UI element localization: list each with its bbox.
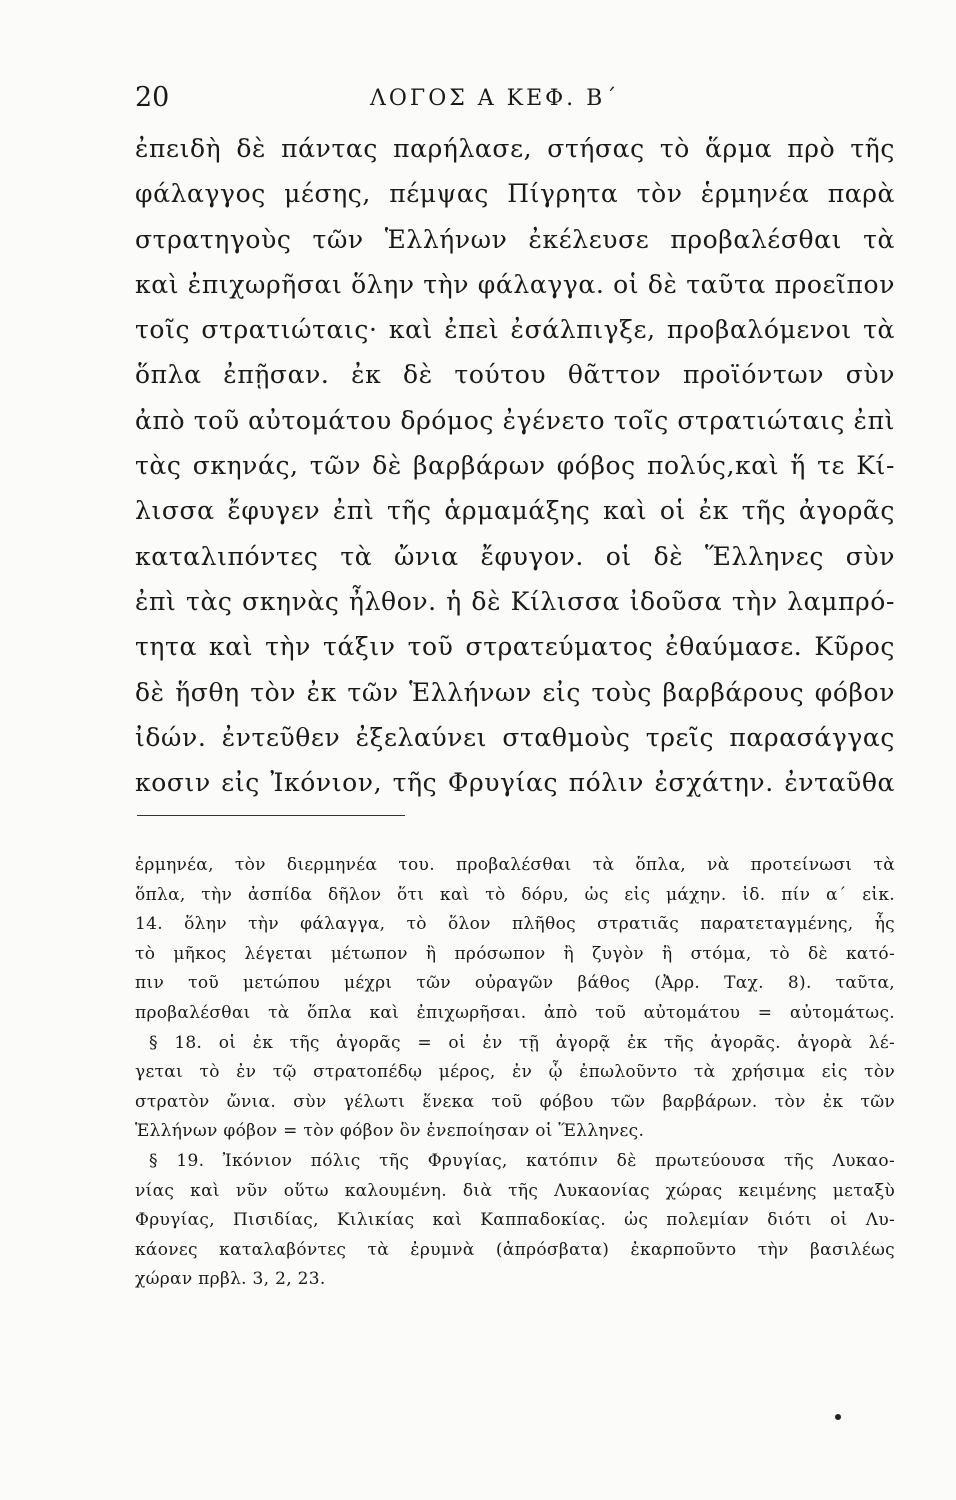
note-line: ὅπλα, τὴν ἀσπίδα δῆλον ὅτι καὶ τὸ δόρυ, ὡς εἰς μάχην. ἰδ. πίν α΄ εἰκ. [135, 884, 895, 905]
line-text: ὅπλα ἐπῇσαν. ἐκ δὲ τούτου θᾶττον προϊόντων σὺν [135, 360, 895, 390]
line-text: ἰδών. ἐντεῦθεν ἐξελαύνει σταθμοὺς τρεῖς παρασάγγας [135, 722, 895, 752]
note-line: § 19. Ἰκόνιον πόλις τῆς Φρυγίας, κατόπιν δὲ πρωτεύουσα τῆς Λυκαο- [149, 1150, 895, 1171]
note-line: προβαλέσθαι τὰ ὅπλα καὶ ἐπιχωρῆσαι. ἀπὸ τοῦ αὐτομάτου = αὐτομάτως. [135, 1002, 895, 1023]
line-text: στρατηγοὺς τῶν Ἑλλήνων ἐκέλευσε προβαλέσθαι τὰ [135, 224, 895, 254]
note-line: Ἑλλήνων φόβον = τὸν φόβον ὃν ἐνεποίησαν οἱ Ἕλληνες. [135, 1121, 645, 1142]
line-text: κοσιν εἰς Ἰκόνιον, τῆς Φρυγίας πόλιν ἐσχάτην. ἐνταῦθα [135, 768, 895, 798]
line-text: τητα καὶ τὴν τάξιν τοῦ στρατεύματος ἐθαύμασε. Κῦρος [135, 632, 895, 662]
note-line: κάονες καταλαβόντες τὰ ἐρυμνὰ (ἀπρόσβατα) ἐκαρποῦντο τὴν βασιλέως [135, 1239, 895, 1260]
line-text: δὲ ἥσθη τὸν ἐκ τῶν Ἑλλήνων εἰς τοὺς βαρβάρους φόβον [135, 677, 895, 707]
text-line [135, 171, 895, 216]
line-text: λισσα ἔφυγεν ἐπὶ τῆς ἁρμαμάξης καὶ οἱ ἐκ τῆς ἀγορᾶς [135, 496, 895, 526]
text-line [135, 443, 895, 488]
footnote-separator [137, 815, 405, 816]
text-line [135, 488, 895, 533]
note-line: νίας καὶ νῦν οὕτω καλουμένη. διὰ τῆς Λυκαονίας χώρας κειμένης μεταξὺ [135, 1180, 895, 1201]
note-line: § 18. οἱ ἐκ τῆς ἀγορᾶς = οἱ ἐν τῇ ἀγορᾷ ἐκ τῆς ἀγορᾶς. ἀγορὰ λέ- [149, 1032, 895, 1053]
text-line [135, 352, 895, 397]
line-text: τοῖς στρατιώταις· καὶ ἐπεὶ ἐσάλπιγξε, προβαλόμενοι τὰ [135, 315, 895, 345]
text-line [135, 307, 895, 352]
note-line: τὸ μῆκος λέγεται μέτωπον ἢ πρόσωπον ἢ ζυγὸν ἢ στόμα, τὸ δὲ κατό- [135, 943, 895, 964]
text-line [135, 262, 895, 307]
text-line [135, 534, 895, 579]
note-line: πιν τοῦ μετώπου μέχρι τῶν οὐραγῶν βάθος (Ἀρρ. Ταχ. 8). ταῦτα, [135, 973, 895, 994]
line-text: φάλαγγος μέσης, πέμψας Πίγρητα τὸν ἑρμηνέα παρὰ [135, 179, 895, 209]
main-text [135, 126, 895, 805]
line-text: ἐπὶ τὰς σκηνὰς ἦλθον. ἡ δὲ Κίλισσα ἰδοῦσα τὴν λαμπρό- [135, 586, 895, 616]
note-line: ἑρμηνέα, τὸν διερμηνέα του. προβαλέσθαι τὰ ὅπλα, νὰ προτείνωσι τὰ [135, 855, 895, 875]
text-line [135, 624, 895, 669]
running-head: ΛΟΓΟΣ Α ΚΕΦ. Β΄ [370, 86, 620, 111]
line-text: ἐπειδὴ δὲ πάντας παρήλασε, στήσας τὸ ἅρμα πρὸ τῆς [135, 134, 895, 163]
line-text: καὶ ἐπιχωρῆσαι ὅλην τὴν φάλαγγα. οἱ δὲ ταῦτα προεῖπον [135, 269, 895, 299]
note-line: Φρυγίας, Πισιδίας, Κιλικίας καὶ Καππαδοκίας. ὡς πολεμίαν διότι οἱ Λυ- [135, 1210, 895, 1231]
note-line: στρατὸν ὤνια. σὺν γέλωτι ἕνεκα τοῦ φόβου τῶν βαρβάρων. τὸν ἐκ τῶν [135, 1091, 895, 1112]
text-line [135, 217, 895, 262]
text-line [135, 579, 895, 624]
line-text: ἀπὸ τοῦ αὐτομάτου δρόμος ἐγένετο τοῖς στρατιώταις ἐπὶ [135, 405, 895, 435]
note-line: 14. ὅλην τὴν φάλαγγα, τὸ ὅλον πλῆθος στρατιᾶς παρατεταγμένης, ἧς [135, 914, 895, 935]
text-line [135, 715, 895, 760]
note-line: γεται τὸ ἐν τῷ στρατοπέδῳ μέρος, ἐν ᾧ ἐπωλοῦντο τὰ χρήσιμα εἰς τὸν [135, 1062, 895, 1083]
note-line: χώραν πρβλ. 3, 2, 23. [135, 1269, 326, 1290]
line-text: τὰς σκηνάς, τῶν δὲ βαρβάρων φόβος πολύς,καὶ ἥ τε Κί- [135, 451, 895, 481]
page-header [135, 82, 895, 122]
text-line [135, 398, 895, 443]
text-line [135, 670, 895, 715]
ink-speck [835, 1414, 841, 1420]
line-text: καταλιπόντες τὰ ὤνια ἔφυγον. οἱ δὲ Ἕλληνες σὺν [135, 541, 895, 571]
text-line [135, 126, 895, 171]
commentary-notes [135, 851, 895, 1295]
text-line [135, 760, 895, 805]
page-number: 20 [135, 82, 170, 113]
